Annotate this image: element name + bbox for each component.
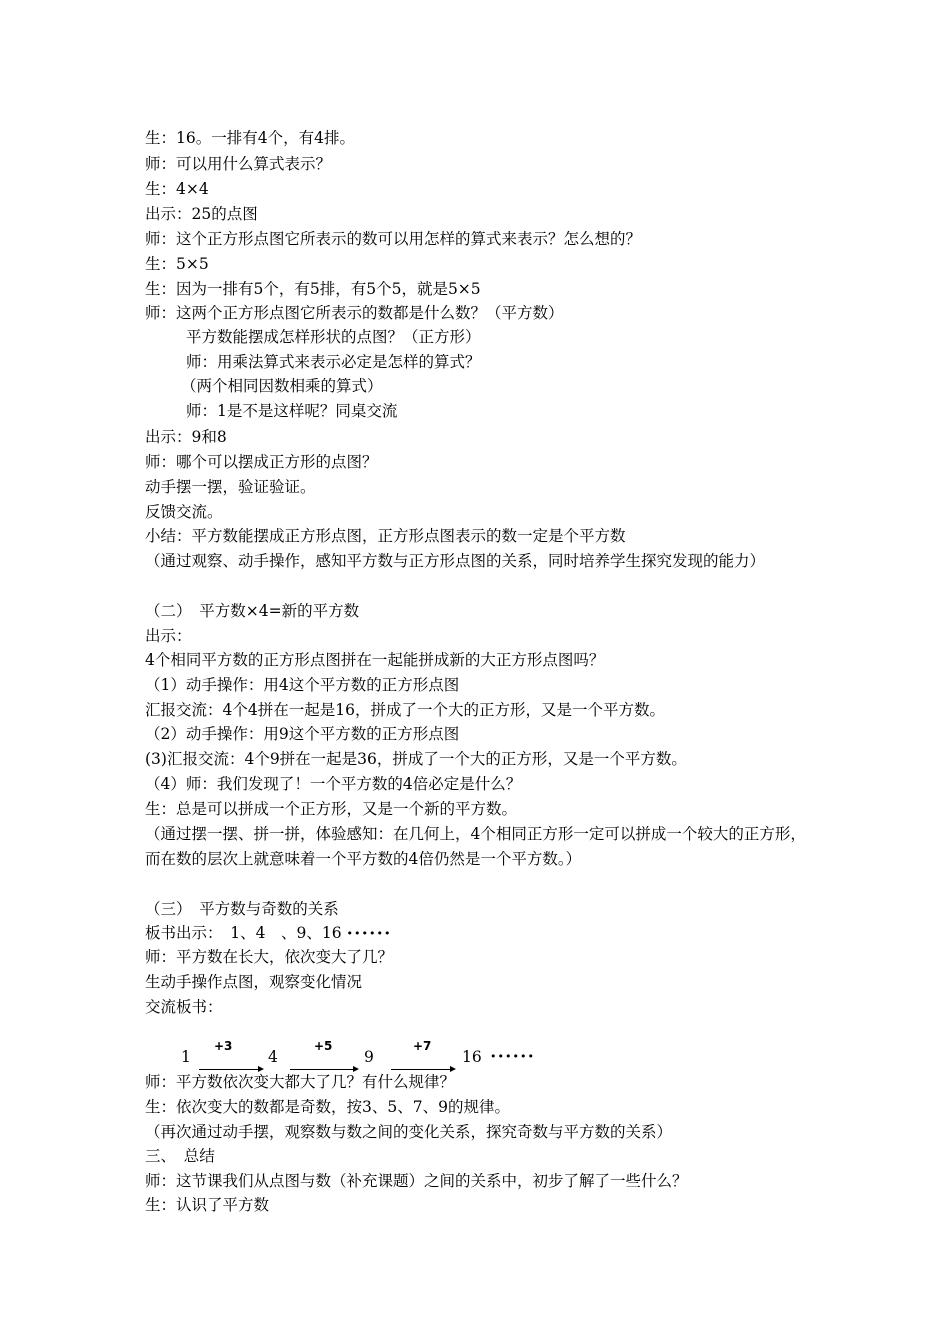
text-line: （2）动手操作：用9这个平方数的正方形点图 (145, 725, 460, 743)
text-line: 生：因为一排有5个，有5排，有5个5，就是5×5 (145, 280, 481, 298)
text-line: 生：5×5 (145, 255, 209, 273)
text-line: 反馈交流。 (145, 503, 223, 521)
text-line: 生：总是可以拼成一个正方形，又是一个新的平方数。 (145, 800, 518, 818)
text-line: （再次通过动手摆，观察数与数之间的变化关系，探究奇数与平方数的关系） (145, 1123, 673, 1141)
text-line: 生：依次变大的数都是奇数，按3、5、7、9的规律。 (145, 1098, 510, 1116)
ellipsis-dots: •••••• (346, 927, 392, 940)
text-line: 4个相同平方数的正方形点图拼在一起能拼成新的大正方形点图吗？ (145, 651, 605, 669)
text-line: 生：认识了平方数 (145, 1196, 270, 1214)
text-line: 平方数能摆成怎样形状的点图？（正方形） (186, 328, 481, 346)
arrow-line (199, 1069, 259, 1070)
text-line (145, 922, 391, 946)
text-line: 出示：9和8 (145, 428, 227, 446)
section-heading: （三） 平方数与奇数的关系 (145, 900, 339, 918)
text-line: （1）动手操作：用4这个平方数的正方形点图 (145, 676, 460, 694)
text-line: (3)汇报交流：4个9拼在一起是36，拼成了一个大的正方形，又是一个平方数。 (145, 750, 687, 768)
increment-label: +3 (214, 1039, 233, 1053)
text-line: 生：16。一排有4个，有4排。 (145, 129, 355, 147)
sequence-number: 9 (364, 1048, 374, 1066)
text-line: 小结：平方数能摆成正方形点图，正方形点图表示的数一定是个平方数 (145, 527, 626, 545)
increment-label: +7 (413, 1039, 432, 1053)
text-line: 师：1是不是这样呢？同桌交流 (186, 402, 398, 420)
text-line: 出示： (145, 627, 192, 645)
ellipsis-dots: •••••• (490, 1050, 535, 1063)
sequence-number: 4 (268, 1048, 278, 1066)
section-heading: 三、 总结 (145, 1147, 215, 1165)
board-text: 板书出示： 1、4 、9、16 (145, 924, 342, 942)
text-line: 出示：25的点图 (145, 205, 258, 223)
section-heading: （二） 平方数×4=新的平方数 (145, 602, 360, 620)
text-line: 师：用乘法算式来表示必定是怎样的算式？ (186, 353, 481, 371)
text-line: 师：平方数依次变大都大了几？有什么规律？ (145, 1073, 456, 1091)
arrow-line (290, 1069, 354, 1070)
text-line: 交流板书： (145, 998, 223, 1016)
text-line: 师：可以用什么算式表示？ (145, 155, 332, 173)
text-line: 师：这两个正方形点图它所表示的数都是什么数？（平方数） (145, 304, 564, 322)
text-line: （4）师：我们发现了！一个平方数的4倍必定是什么？ (145, 775, 522, 793)
text-line: 师：这个正方形点图它所表示的数可以用怎样的算式来表示？怎么想的？ (145, 230, 642, 248)
text-line: 动手摆一摆，验证验证。 (145, 478, 316, 496)
text-line: 师：这节课我们从点图与数（补充课题）之间的关系中，初步了解了一些什么？ (145, 1172, 688, 1190)
text-line: 生：4×4 (145, 180, 209, 198)
text-paragraph: （通过观察、动手操作，感知平方数与正方形点图的关系，同时培养学生探究发现的能力） (145, 552, 766, 570)
arrow-line (391, 1069, 451, 1070)
text-line: 师：平方数在长大，依次变大了几？ (145, 948, 394, 966)
sequence-number: 1 (181, 1048, 191, 1066)
text-line: 生动手操作点图，观察变化情况 (145, 973, 363, 991)
text-paragraph: （通过摆一摆、拼一拼，体验感知：在几何上，4个相同正方形一定可以拼成一个较大的正方形，而在数的层次上就意味着一个平方数的4倍仍然是一个平方数。） (145, 825, 806, 868)
text-line: 师：哪个可以摆成正方形的点图？ (145, 453, 378, 471)
increment-label: +5 (314, 1039, 333, 1053)
text-line: 汇报交流：4个4拼在一起是16，拼成了一个大的正方形，又是一个平方数。 (145, 701, 665, 719)
sequence-number: 16 (462, 1048, 482, 1066)
text-line: （两个相同因数相乘的算式） (181, 377, 383, 395)
